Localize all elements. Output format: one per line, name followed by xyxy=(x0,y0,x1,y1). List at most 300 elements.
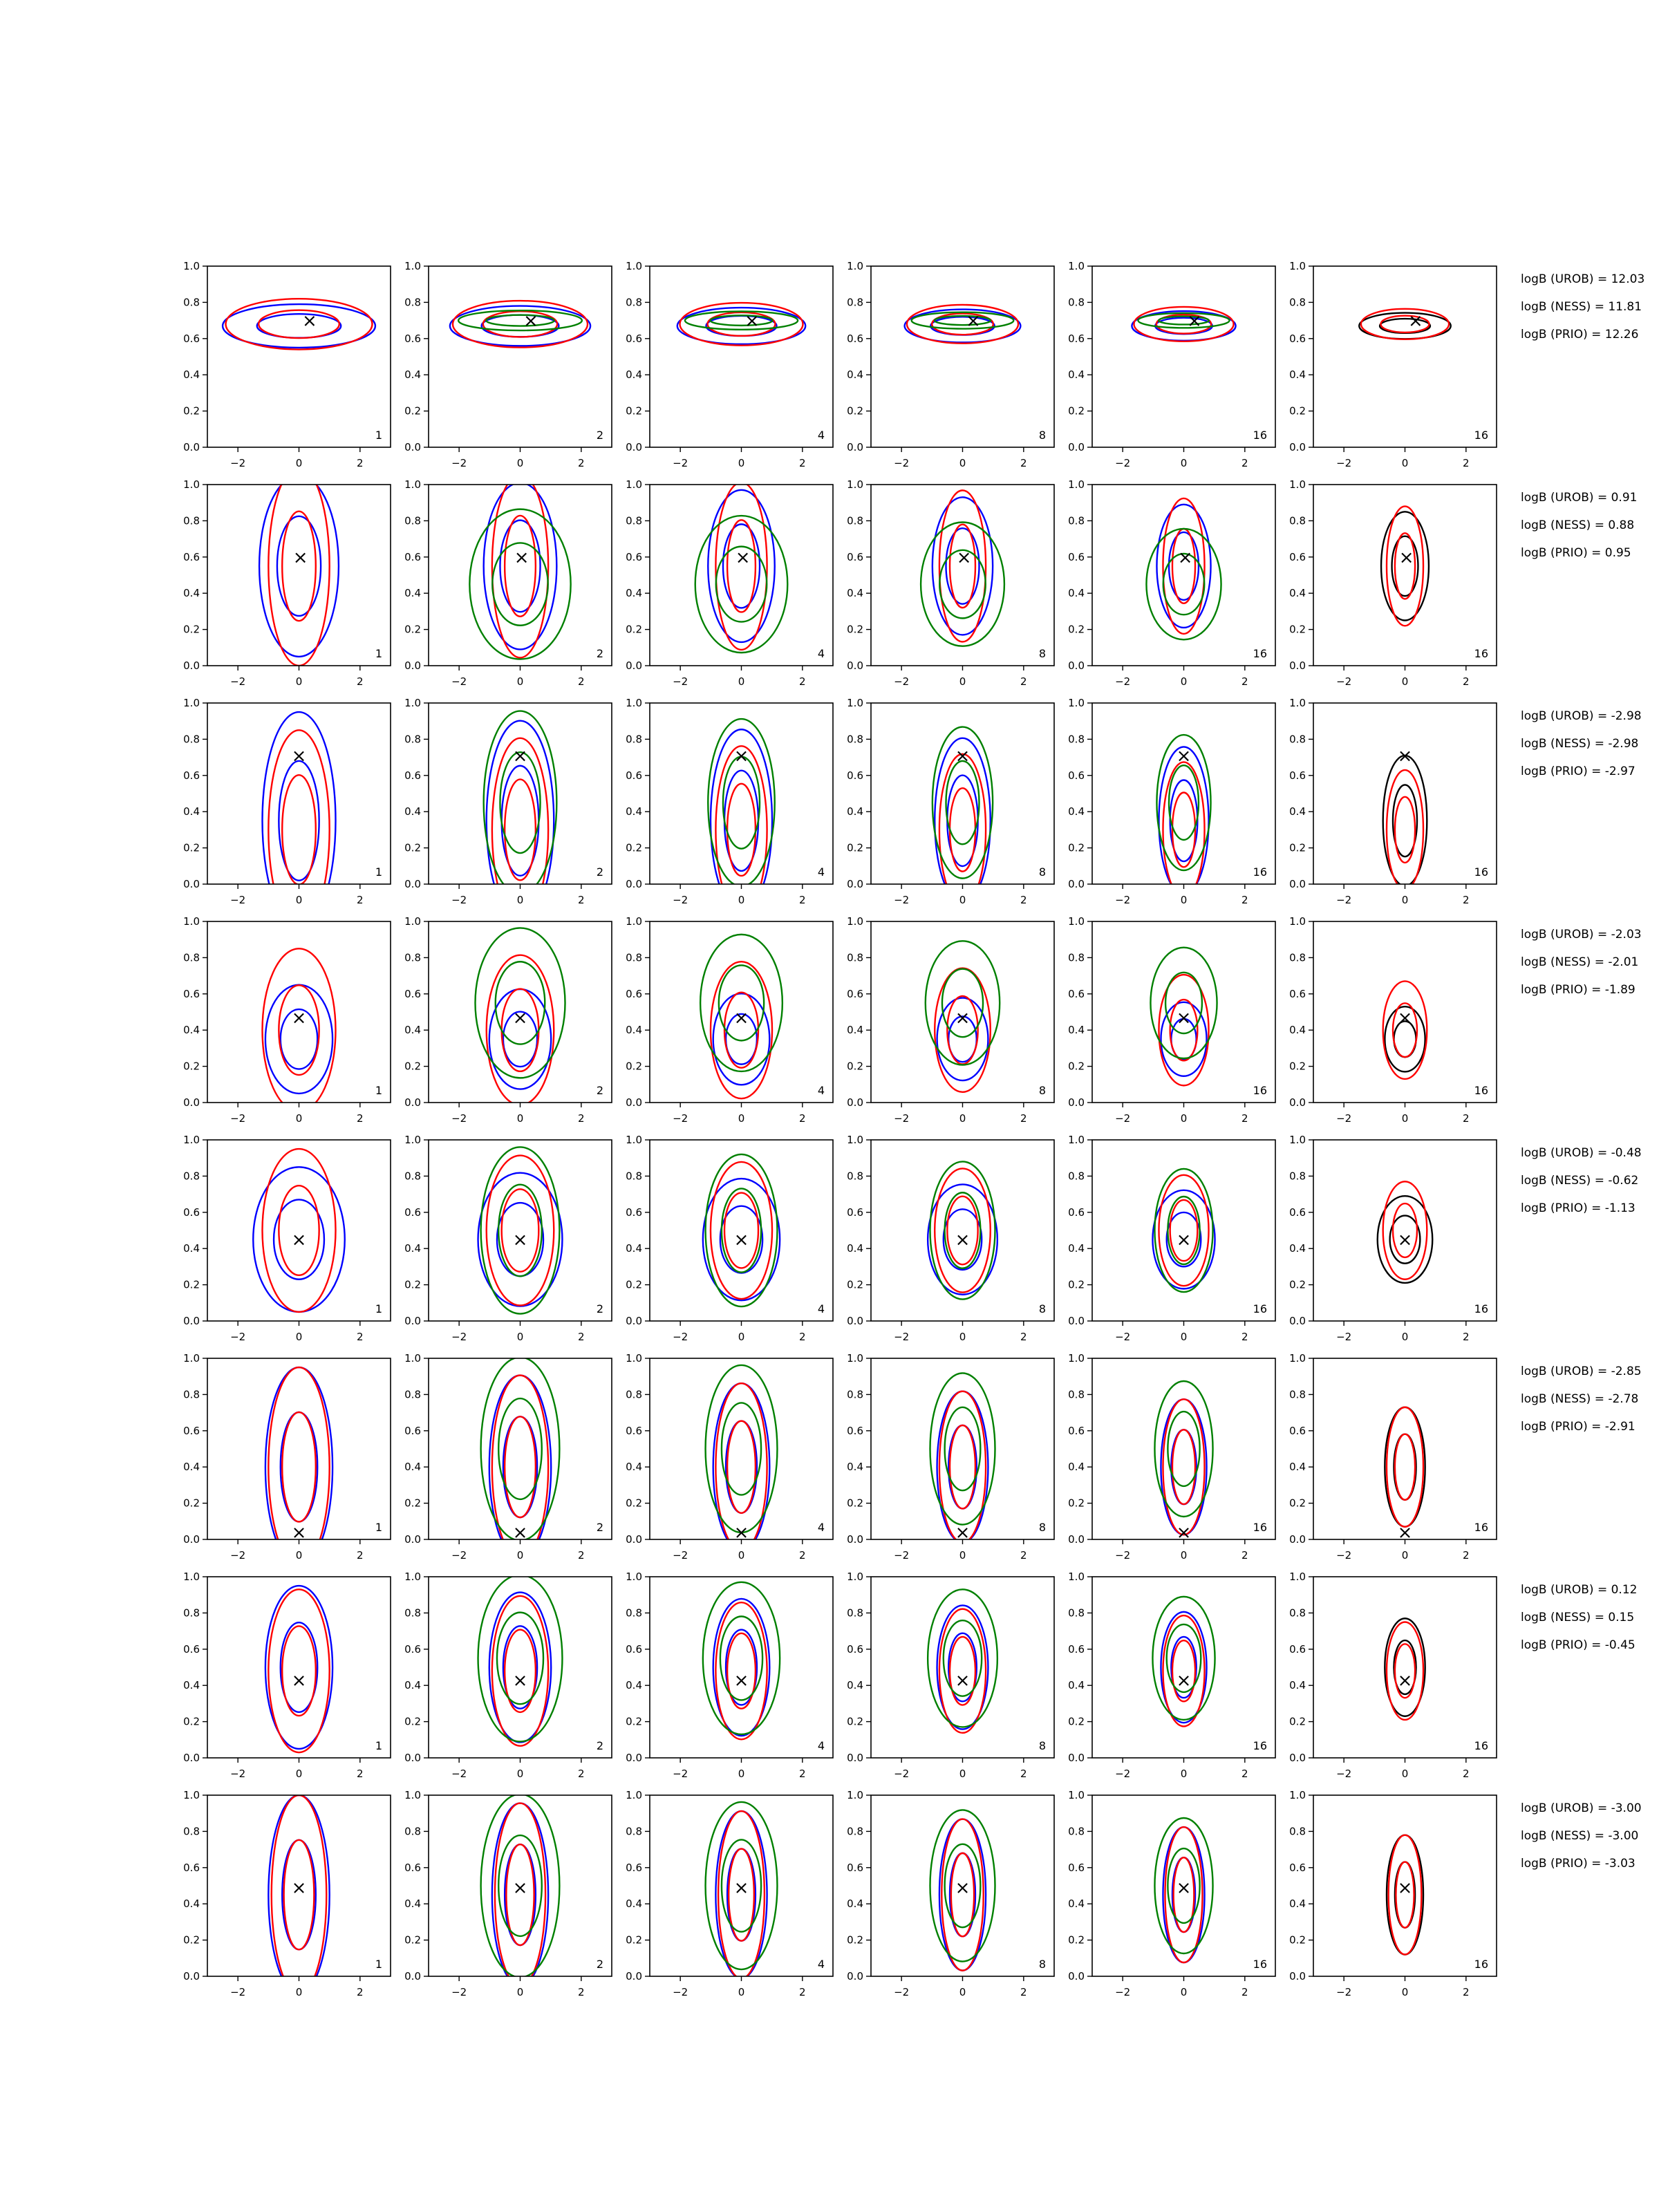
logB-annotation: logB (UROB) = -2.03 xyxy=(1521,928,1642,941)
x-tick-label: 0 xyxy=(516,1112,524,1125)
logB-annotation: logB (UROB) = -0.48 xyxy=(1521,1146,1642,1160)
panel-label: 2 xyxy=(596,1739,603,1752)
panel-label: 2 xyxy=(596,865,603,879)
panel-label: 2 xyxy=(596,1958,603,1971)
contour-blue-level1 xyxy=(489,989,551,1089)
y-tick-label: 0.4 xyxy=(183,368,200,382)
logB-annotation: logB (NESS) = -2.98 xyxy=(1521,737,1639,751)
panel-label: 16 xyxy=(1253,647,1267,660)
contour-green-level2 xyxy=(496,962,545,1044)
x-tick-label: 2 xyxy=(578,1768,585,1780)
y-tick-label: 1.0 xyxy=(183,915,200,928)
x-tick-label: 2 xyxy=(357,1331,364,1343)
y-tick-label: 1.0 xyxy=(1289,697,1306,709)
x-tick-label: 2 xyxy=(1463,1331,1470,1343)
true-value-marker: × xyxy=(1176,1522,1192,1544)
x-tick-label: 0 xyxy=(295,1331,303,1343)
contour-red-level2 xyxy=(1395,1434,1415,1500)
y-tick-label: 0.4 xyxy=(626,1679,642,1692)
true-value-marker: × xyxy=(955,745,971,767)
y-tick-label: 0.2 xyxy=(847,1715,863,1728)
y-tick-label: 0.8 xyxy=(404,1606,421,1620)
x-tick-label: −2 xyxy=(230,457,246,469)
panel-label: 16 xyxy=(1474,1302,1488,1315)
logB-annotation: logB (UROB) = 0.91 xyxy=(1521,491,1638,505)
panel-label: 16 xyxy=(1474,1521,1488,1534)
panel-r4-c3 xyxy=(626,915,833,1125)
x-tick-label: 2 xyxy=(1241,457,1248,469)
y-tick-label: 0.4 xyxy=(847,1024,863,1037)
x-tick-label: −2 xyxy=(451,457,467,469)
panel-label: 16 xyxy=(1474,429,1488,442)
panel-r3-c4 xyxy=(847,697,1054,906)
y-tick-label: 0.0 xyxy=(847,1533,863,1546)
axes-frame xyxy=(871,485,1054,666)
panel-r4-c6 xyxy=(1289,915,1497,1125)
y-tick-label: 0.8 xyxy=(847,1170,863,1183)
x-tick-label: 2 xyxy=(578,1986,585,1998)
contour-red-level1 xyxy=(679,303,803,346)
x-tick-label: 0 xyxy=(295,894,303,906)
y-tick-label: 0.2 xyxy=(404,1060,421,1073)
panel-label: 16 xyxy=(1253,1084,1267,1097)
axes-frame xyxy=(1092,1577,1275,1758)
y-tick-label: 0.0 xyxy=(626,1533,642,1546)
y-tick-label: 0.2 xyxy=(404,1933,421,1947)
panel-r6-c6 xyxy=(1289,1352,1497,1562)
y-tick-label: 0.4 xyxy=(1289,1242,1306,1255)
y-tick-label: 0.8 xyxy=(626,296,642,309)
axes-frame xyxy=(429,703,612,884)
y-tick-label: 0.8 xyxy=(404,733,421,746)
y-tick-label: 0.6 xyxy=(847,332,863,345)
true-value-marker: × xyxy=(744,310,760,332)
panel-label: 4 xyxy=(817,1739,825,1752)
panel-label: 8 xyxy=(1038,647,1046,660)
panel-r5-c3 xyxy=(626,1134,833,1343)
y-tick-label: 1.0 xyxy=(626,1352,642,1365)
panel-r7-c6 xyxy=(1289,1571,1497,1780)
x-tick-label: 0 xyxy=(295,1768,303,1780)
y-tick-label: 0.6 xyxy=(1068,332,1085,345)
panel-label: 16 xyxy=(1474,1739,1488,1752)
y-tick-label: 0.2 xyxy=(404,1715,421,1728)
contour-blue-level2 xyxy=(1155,318,1212,335)
x-tick-label: −2 xyxy=(1336,457,1352,469)
y-tick-label: 0.6 xyxy=(183,1642,200,1656)
true-value-marker: × xyxy=(1176,1007,1192,1029)
contour-blue-level1 xyxy=(265,985,332,1094)
contour-red-level1 xyxy=(1163,762,1204,897)
contour-green-level1 xyxy=(458,310,582,330)
y-tick-label: 0.2 xyxy=(847,623,863,636)
y-tick-label: 0.8 xyxy=(1068,1170,1085,1183)
x-tick-label: −2 xyxy=(1336,1331,1352,1343)
y-tick-label: 1.0 xyxy=(404,697,421,709)
y-tick-label: 0.8 xyxy=(847,1606,863,1620)
x-tick-label: −2 xyxy=(1115,457,1131,469)
x-tick-label: 2 xyxy=(1020,457,1027,469)
y-tick-label: 0.4 xyxy=(847,1679,863,1692)
contour-blue-level1 xyxy=(1159,747,1208,894)
y-tick-label: 0.8 xyxy=(404,951,421,964)
true-value-marker: × xyxy=(1397,745,1413,767)
contour-group xyxy=(928,1589,997,1733)
x-tick-label: 0 xyxy=(1401,894,1409,906)
panel-r7-c4 xyxy=(847,1571,1054,1780)
x-tick-label: 0 xyxy=(516,1986,524,1998)
y-tick-label: 1.0 xyxy=(1068,1352,1085,1365)
axes-frame xyxy=(650,266,833,447)
contour-green-level1 xyxy=(928,1589,997,1727)
x-tick-label: 2 xyxy=(799,457,806,469)
panel-r3-c3 xyxy=(626,697,833,913)
y-tick-label: 0.4 xyxy=(626,1024,642,1037)
y-tick-label: 0.0 xyxy=(1068,1315,1085,1327)
y-tick-label: 0.0 xyxy=(847,1315,863,1327)
true-value-marker: × xyxy=(1408,310,1423,332)
y-tick-label: 0.8 xyxy=(847,951,863,964)
y-tick-label: 0.6 xyxy=(847,1206,863,1219)
y-tick-label: 1.0 xyxy=(1068,1571,1085,1583)
y-tick-label: 0.8 xyxy=(183,1825,200,1838)
x-tick-label: 2 xyxy=(799,675,806,688)
x-tick-label: 0 xyxy=(516,1549,524,1562)
y-tick-label: 0.6 xyxy=(626,332,642,345)
x-tick-label: −2 xyxy=(894,457,910,469)
x-tick-label: 2 xyxy=(578,675,585,688)
x-tick-label: 2 xyxy=(1463,894,1470,906)
x-tick-label: 2 xyxy=(1463,457,1470,469)
x-tick-label: 2 xyxy=(1241,1549,1248,1562)
panel-label: 16 xyxy=(1474,1084,1488,1097)
true-value-marker: × xyxy=(1397,1007,1413,1029)
true-value-marker: × xyxy=(1176,1877,1192,1899)
y-tick-label: 0.2 xyxy=(183,404,200,418)
y-tick-label: 0.2 xyxy=(183,623,200,636)
y-tick-label: 0.4 xyxy=(1068,587,1085,600)
x-tick-label: −2 xyxy=(894,1549,910,1562)
axes-frame xyxy=(871,1577,1054,1758)
contour-group xyxy=(1359,309,1451,339)
x-tick-label: 0 xyxy=(738,457,745,469)
y-tick-label: 1.0 xyxy=(1068,915,1085,928)
y-tick-label: 1.0 xyxy=(183,1352,200,1365)
y-tick-label: 0.6 xyxy=(404,1861,421,1874)
y-tick-label: 0.4 xyxy=(1289,1679,1306,1692)
y-tick-label: 1.0 xyxy=(183,1571,200,1583)
panel-label: 4 xyxy=(817,429,825,442)
x-tick-label: 2 xyxy=(1241,675,1248,688)
y-tick-label: 0.2 xyxy=(1068,841,1085,854)
y-tick-label: 0.8 xyxy=(847,1825,863,1838)
contour-red-level2 xyxy=(502,989,539,1071)
y-tick-label: 0.8 xyxy=(1289,1825,1306,1838)
y-tick-label: 0.6 xyxy=(847,1424,863,1437)
contour-group xyxy=(677,303,806,346)
y-tick-label: 0.2 xyxy=(626,1715,642,1728)
y-tick-label: 0.8 xyxy=(626,1825,642,1838)
y-tick-label: 0.0 xyxy=(1289,1752,1306,1764)
panel-label: 16 xyxy=(1253,1739,1267,1752)
y-tick-label: 0.6 xyxy=(626,1642,642,1656)
x-tick-label: −2 xyxy=(1115,1112,1131,1125)
y-tick-label: 0.0 xyxy=(626,1096,642,1109)
panel-r6-c4 xyxy=(847,1352,1054,1562)
panel-label: 1 xyxy=(375,647,382,660)
y-tick-label: 1.0 xyxy=(183,478,200,491)
x-tick-label: −2 xyxy=(673,675,688,688)
axes-frame xyxy=(1092,703,1275,884)
x-tick-label: 2 xyxy=(1020,1768,1027,1780)
y-tick-label: 0.6 xyxy=(1068,1861,1085,1874)
x-tick-label: −2 xyxy=(451,1112,467,1125)
y-tick-label: 0.8 xyxy=(626,1388,642,1401)
y-tick-label: 1.0 xyxy=(1068,478,1085,491)
y-tick-label: 0.4 xyxy=(626,587,642,600)
contour-black-level1 xyxy=(1385,1407,1425,1527)
true-value-marker: × xyxy=(1398,547,1414,568)
contour-green-level2 xyxy=(486,315,554,326)
y-tick-label: 0.4 xyxy=(404,1242,421,1255)
contour-group xyxy=(1146,498,1221,639)
x-tick-label: 0 xyxy=(738,1986,745,1998)
y-tick-label: 0.6 xyxy=(1068,1206,1085,1219)
x-tick-label: 2 xyxy=(1241,1331,1248,1343)
y-tick-label: 0.4 xyxy=(1068,1897,1085,1911)
panel-label: 8 xyxy=(1038,429,1046,442)
panel-r8-c5 xyxy=(1068,1789,1275,1998)
y-tick-label: 0.2 xyxy=(626,1933,642,1947)
contour-green-level1 xyxy=(912,312,1014,329)
y-tick-label: 0.8 xyxy=(1068,514,1085,527)
true-value-marker: × xyxy=(291,1877,307,1899)
y-tick-label: 0.8 xyxy=(183,1606,200,1620)
contour-red-level1 xyxy=(711,962,772,1098)
x-tick-label: −2 xyxy=(451,1986,467,1998)
true-value-marker: × xyxy=(514,547,529,568)
y-tick-label: 0.8 xyxy=(626,733,642,746)
y-tick-label: 1.0 xyxy=(1068,1789,1085,1801)
axes-frame xyxy=(429,266,612,447)
panel-label: 4 xyxy=(817,1302,825,1315)
y-tick-label: 0.0 xyxy=(404,878,421,890)
x-tick-label: 2 xyxy=(799,1768,806,1780)
contour-group xyxy=(1383,756,1427,890)
x-tick-label: 2 xyxy=(1020,1331,1027,1343)
y-tick-label: 0.6 xyxy=(404,1424,421,1437)
contour-red-level2 xyxy=(505,1416,536,1517)
panel-label: 16 xyxy=(1253,1521,1267,1534)
x-tick-label: −2 xyxy=(1115,1986,1131,1998)
logB-annotation: logB (UROB) = -2.98 xyxy=(1521,709,1642,723)
true-value-marker: × xyxy=(523,310,538,332)
panel-r2-c2 xyxy=(404,474,612,688)
panel-label: 1 xyxy=(375,1958,382,1971)
y-tick-label: 1.0 xyxy=(404,260,421,272)
panel-r5-c1 xyxy=(183,1134,391,1343)
panel-label: 4 xyxy=(817,1084,825,1097)
y-tick-label: 1.0 xyxy=(1068,697,1085,709)
x-tick-label: 0 xyxy=(738,894,745,906)
y-tick-label: 0.4 xyxy=(183,1679,200,1692)
contour-red-level2 xyxy=(727,784,756,876)
y-tick-label: 0.0 xyxy=(404,1970,421,1983)
y-tick-label: 1.0 xyxy=(626,260,642,272)
y-tick-label: 0.8 xyxy=(183,733,200,746)
y-tick-label: 0.4 xyxy=(404,368,421,382)
true-value-marker: × xyxy=(955,1230,971,1251)
panel-r4-c1 xyxy=(183,915,391,1125)
panel-label: 1 xyxy=(375,429,382,442)
y-tick-label: 0.4 xyxy=(1289,587,1306,600)
y-tick-label: 0.8 xyxy=(404,296,421,309)
panel-label: 4 xyxy=(817,647,825,660)
x-tick-label: −2 xyxy=(673,457,688,469)
true-value-marker: × xyxy=(1397,1877,1413,1899)
y-tick-label: 0.4 xyxy=(1068,805,1085,818)
y-tick-label: 0.6 xyxy=(1289,1861,1306,1874)
axes-frame xyxy=(871,266,1054,447)
x-tick-label: 2 xyxy=(1020,894,1027,906)
y-tick-label: 0.8 xyxy=(404,1170,421,1183)
contour-group xyxy=(263,948,336,1112)
panel-r5-c2 xyxy=(404,1134,612,1343)
y-tick-label: 0.4 xyxy=(404,805,421,818)
panel-r3-c6 xyxy=(1289,697,1497,906)
y-tick-label: 0.6 xyxy=(404,1206,421,1219)
y-tick-label: 0.2 xyxy=(847,1278,863,1291)
axes-frame xyxy=(650,485,833,666)
contour-red-level1 xyxy=(935,968,991,1092)
y-tick-label: 0.8 xyxy=(183,1388,200,1401)
y-tick-label: 1.0 xyxy=(847,1789,863,1801)
y-tick-label: 0.0 xyxy=(847,441,863,453)
y-tick-label: 0.4 xyxy=(847,1242,863,1255)
y-tick-label: 0.0 xyxy=(1289,1970,1306,1983)
x-tick-label: 2 xyxy=(578,1549,585,1562)
contour-green-level1 xyxy=(708,719,774,886)
y-tick-label: 0.2 xyxy=(1289,841,1306,854)
x-tick-label: −2 xyxy=(894,1986,910,1998)
y-tick-label: 0.6 xyxy=(1068,987,1085,1000)
logB-annotation: logB (NESS) = -3.00 xyxy=(1521,1829,1639,1843)
x-tick-label: −2 xyxy=(451,1549,467,1562)
x-tick-label: 0 xyxy=(516,1331,524,1343)
contour-green-level1 xyxy=(685,311,798,329)
x-tick-label: 2 xyxy=(357,1549,364,1562)
y-tick-label: 0.0 xyxy=(404,1752,421,1764)
y-tick-label: 0.8 xyxy=(847,296,863,309)
axes-frame xyxy=(1313,1358,1497,1539)
y-tick-label: 0.2 xyxy=(626,623,642,636)
y-tick-label: 0.2 xyxy=(404,841,421,854)
contour-green-level1 xyxy=(926,941,1000,1065)
y-tick-label: 0.4 xyxy=(626,1461,642,1474)
x-tick-label: 2 xyxy=(357,894,364,906)
y-tick-label: 0.0 xyxy=(1068,878,1085,890)
x-tick-label: 2 xyxy=(357,1768,364,1780)
x-tick-label: −2 xyxy=(1336,1549,1352,1562)
y-tick-label: 0.4 xyxy=(1289,805,1306,818)
true-value-marker: × xyxy=(291,1230,307,1251)
y-tick-label: 0.0 xyxy=(1068,659,1085,672)
y-tick-label: 1.0 xyxy=(847,1134,863,1146)
x-tick-label: −2 xyxy=(451,894,467,906)
y-tick-label: 0.6 xyxy=(404,769,421,782)
panel-label: 1 xyxy=(375,1739,382,1752)
logB-annotation: logB (PRIO) = -0.45 xyxy=(1521,1638,1635,1652)
y-tick-label: 0.8 xyxy=(626,951,642,964)
panel-r7-c5 xyxy=(1068,1571,1275,1780)
y-tick-label: 0.2 xyxy=(847,1060,863,1073)
y-tick-label: 0.6 xyxy=(1068,769,1085,782)
y-tick-label: 0.6 xyxy=(1068,550,1085,563)
y-tick-label: 0.4 xyxy=(183,1897,200,1911)
x-tick-label: 0 xyxy=(516,675,524,688)
logB-annotation: logB (UROB) = -2.85 xyxy=(1521,1365,1642,1378)
x-tick-label: 0 xyxy=(295,1112,303,1125)
y-tick-label: 1.0 xyxy=(1068,1134,1085,1146)
panel-r1-c6 xyxy=(1289,260,1497,469)
x-tick-label: 2 xyxy=(799,894,806,906)
logB-annotation: logB (UROB) = 0.12 xyxy=(1521,1583,1638,1597)
contour-red-level1 xyxy=(1387,770,1423,890)
y-tick-label: 0.2 xyxy=(847,1497,863,1510)
y-tick-label: 0.6 xyxy=(1289,332,1306,345)
x-tick-label: 2 xyxy=(1020,1986,1027,1998)
panel-label: 1 xyxy=(375,1521,382,1534)
logB-annotation: logB (UROB) = -3.00 xyxy=(1521,1801,1642,1815)
logB-annotation: logB (PRIO) = -1.13 xyxy=(1521,1201,1635,1215)
x-tick-label: −2 xyxy=(230,675,246,688)
x-tick-label: 2 xyxy=(1241,1986,1248,1998)
true-value-marker: × xyxy=(1177,547,1193,568)
y-tick-label: 0.6 xyxy=(847,1861,863,1874)
logB-annotation: logB (NESS) = -2.78 xyxy=(1521,1392,1639,1406)
panel-r2-c6 xyxy=(1289,478,1497,688)
contour-red-level2 xyxy=(724,993,758,1068)
x-tick-label: 2 xyxy=(357,457,364,469)
true-value-marker: × xyxy=(1397,1670,1413,1691)
contour-group xyxy=(930,1373,995,1542)
y-tick-label: 1.0 xyxy=(847,478,863,491)
panel-r6-c2 xyxy=(404,1352,612,1562)
y-tick-label: 1.0 xyxy=(847,260,863,272)
y-tick-label: 0.2 xyxy=(626,841,642,854)
y-tick-label: 0.8 xyxy=(1068,951,1085,964)
panel-label: 16 xyxy=(1253,1302,1267,1315)
contour-group xyxy=(703,1582,780,1739)
y-tick-label: 0.2 xyxy=(1068,1933,1085,1947)
contour-group xyxy=(1383,981,1427,1078)
y-tick-label: 0.8 xyxy=(1289,1606,1306,1620)
y-tick-label: 1.0 xyxy=(404,1134,421,1146)
y-tick-label: 0.2 xyxy=(404,623,421,636)
contour-group xyxy=(265,1586,332,1752)
y-tick-label: 0.6 xyxy=(1068,1424,1085,1437)
x-tick-label: 0 xyxy=(516,894,524,906)
y-tick-label: 0.2 xyxy=(183,1933,200,1947)
y-tick-label: 0.0 xyxy=(404,1315,421,1327)
contour-group xyxy=(484,711,557,921)
true-value-marker: × xyxy=(955,1522,971,1544)
contour-red-level2 xyxy=(950,788,975,871)
axes-frame xyxy=(207,266,391,447)
panel-r6-c1 xyxy=(183,1352,391,1566)
y-tick-label: 1.0 xyxy=(1289,1352,1306,1365)
panel-label: 8 xyxy=(1038,1084,1046,1097)
